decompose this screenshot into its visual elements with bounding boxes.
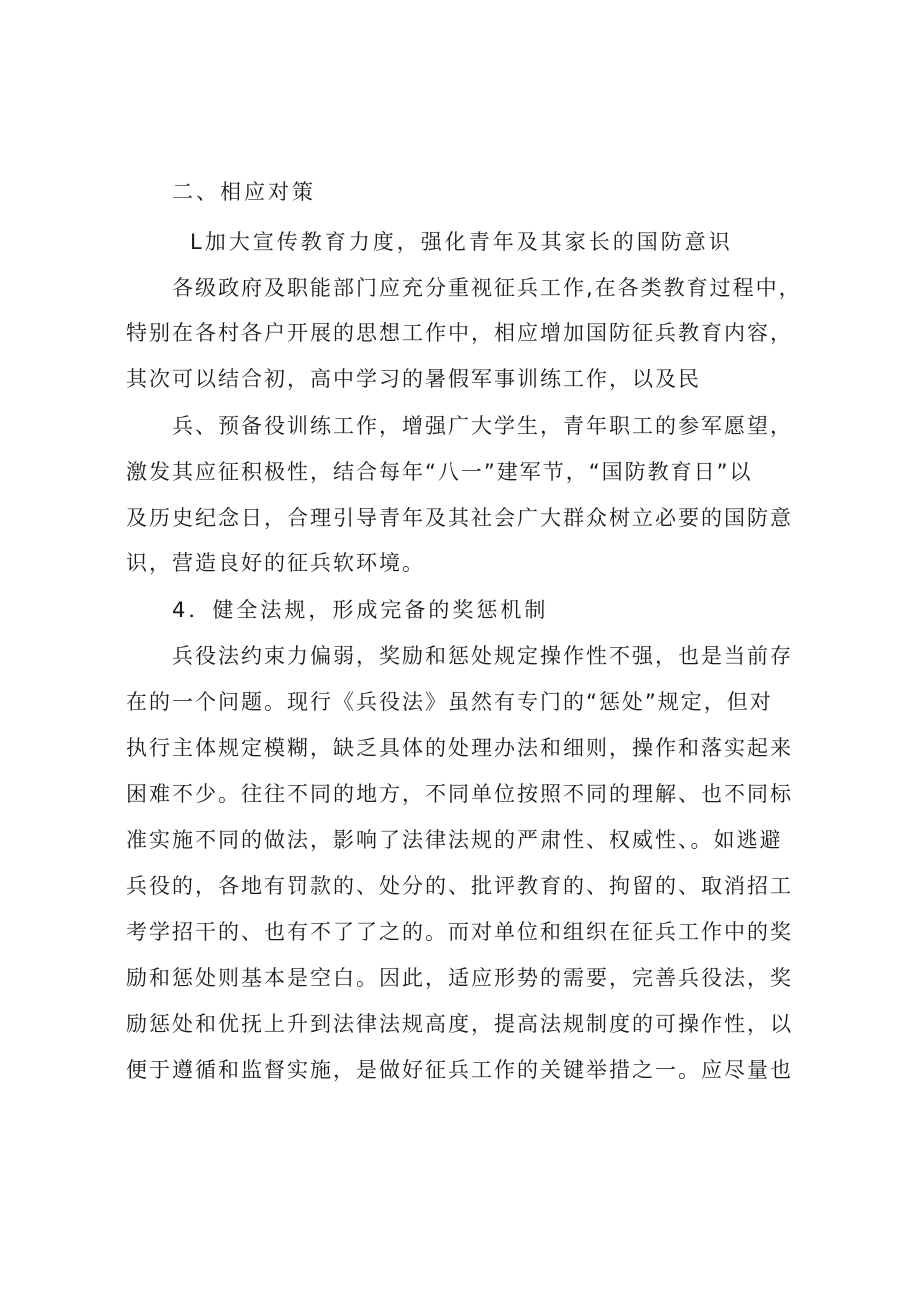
paragraph-line: 激发其应征积极性，结合每年“八一”建军节，“国防教育日”以	[126, 460, 753, 484]
paragraph-line: 兵、预备役训练工作，增强广大学生，青年职工的参军愿望，	[172, 414, 793, 438]
paragraph-line: 励惩处和优抚上升到法律法规高度，提高法规制度的可操作性，以	[126, 1012, 793, 1036]
paragraph-line: 考学招干的、也有不了了之的。而对单位和组织在征兵工作中的奖	[126, 920, 793, 944]
paragraph-line: 励和惩处则基本是空白。因此，适应形势的需要，完善兵役法，奖	[126, 966, 793, 990]
paragraph-line: 特别在各村各户开展的思想工作中，相应增加国防征兵教育内容，	[126, 321, 793, 345]
paragraph-line: 其次可以结合初，高中学习的暑假军事训练工作，以及民	[126, 367, 701, 391]
subsection-heading: 4．健全法规，形成完备的奖惩机制	[172, 598, 549, 622]
paragraph-line: 识，营造良好的征兵软环境。	[126, 551, 425, 575]
paragraph-line: 兵役的，各地有罚款的、处分的、批评教育的、拘留的、取消招工	[126, 874, 793, 898]
paragraph-line: 便于遵循和监督实施，是做好征兵工作的关键举措之一。应尽量也	[126, 1058, 793, 1082]
subsection-heading: L加大宣传教育力度，强化青年及其家长的国防意识	[190, 230, 733, 254]
paragraph-line: 及历史纪念日，合理引导青年及其社会广大群众树立必要的国防意	[126, 506, 793, 530]
paragraph-line: 执行主体规定模糊，缺乏具体的处理办法和细则，操作和落实起来	[126, 736, 793, 760]
paragraph-line: 在的一个问题。现行《兵役法》虽然有专门的“惩处”规定，但对	[126, 690, 773, 714]
paragraph-line: 困难不少。往往不同的地方，不同单位按照不同的理解、也不同标	[126, 782, 793, 806]
paragraph-line: 各级政府及职能部门应充分重视征兵工作,在各类教育过程中，	[172, 276, 802, 300]
paragraph-line: 准实施不同的做法，影响了法律法规的严肃性、权威性、。如逃避	[126, 828, 783, 852]
section-heading: 二、相应对策	[172, 180, 316, 204]
paragraph-line: 兵役法约束力偏弱，奖励和惩处规定操作性不强，也是当前存	[172, 644, 793, 668]
